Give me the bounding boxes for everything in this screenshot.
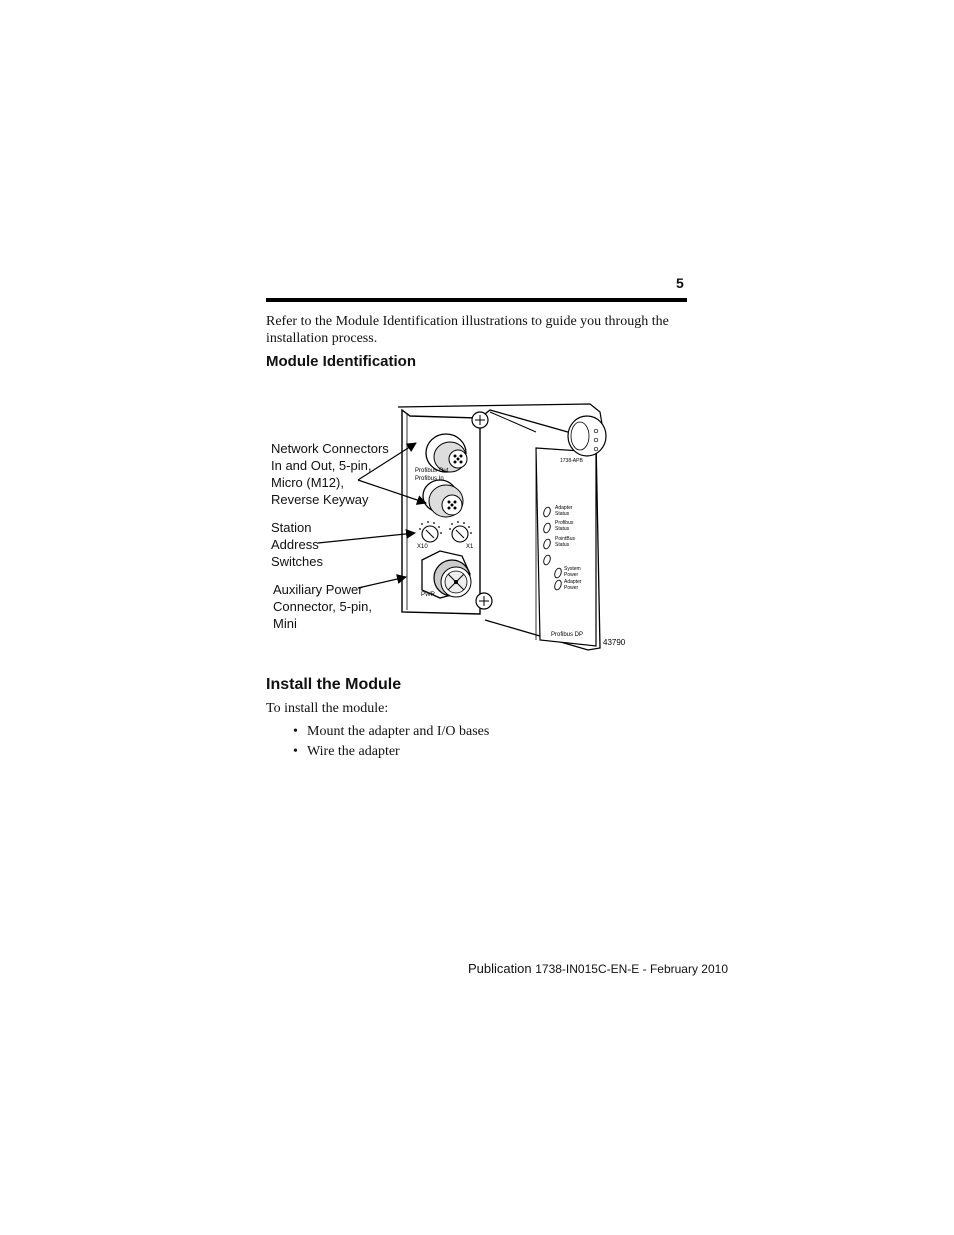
profibus-status-label-2: Status xyxy=(555,526,570,532)
adapter-status-label-1: Adapter xyxy=(555,505,573,511)
install-module-heading: Install the Module xyxy=(266,676,402,693)
figure-number: 43790 xyxy=(603,638,626,647)
adapter-power-label-2: Power xyxy=(564,585,579,591)
profibus-out-connector xyxy=(426,434,467,472)
list-item xyxy=(293,722,489,742)
profibus-status-label-1: Profibus xyxy=(555,520,574,526)
profibus-out-label: Profibus Out xyxy=(415,468,449,474)
system-power-label-2: Power xyxy=(564,572,579,578)
bullet-icon: • xyxy=(293,744,298,759)
footer-label: Publication xyxy=(468,961,532,976)
publication-code: 1738-IN015C-EN-E - February 2010 xyxy=(535,962,728,976)
callout-line: Station xyxy=(271,520,312,535)
profibus-in-label: Profibus In xyxy=(415,476,444,482)
model-label: 1738-APB xyxy=(560,458,583,464)
bottom-screw xyxy=(476,593,492,609)
system-power-label-1: System xyxy=(564,566,581,572)
callout-line: Connector, 5-pin, xyxy=(273,599,373,614)
pointbus-status-label-2: Status xyxy=(555,542,570,548)
pwr-label: PWR xyxy=(421,592,435,598)
x10-label: X10 xyxy=(417,544,428,550)
callout-line: Address xyxy=(271,537,319,552)
module-identification-heading: Module Identification xyxy=(266,353,416,370)
adapter-status-label-2: Status xyxy=(555,511,570,517)
arrow-aux-power xyxy=(358,577,406,588)
list-item xyxy=(293,742,489,762)
footer xyxy=(468,961,728,976)
intro-paragraph: Refer to the Module Identification illustrations to guide you through the installation process. xyxy=(266,314,669,346)
bullet-text: Wire the adapter xyxy=(307,744,400,759)
pointbus-status-label-1: PointBus xyxy=(555,536,576,542)
callout-line: Micro (M12), xyxy=(271,475,344,490)
install-lead: To install the module: xyxy=(266,701,389,716)
bullet-icon: • xyxy=(293,724,298,739)
callout-line: Network Connectors xyxy=(271,441,389,456)
brand-label: Profibus DP xyxy=(551,632,584,638)
callout-line: In and Out, 5-pin, xyxy=(271,458,372,473)
x1-label: X1 xyxy=(466,544,474,550)
adapter-power-label-1: Adapter xyxy=(564,579,582,585)
callout-line: Switches xyxy=(271,554,324,569)
page-number: 5 xyxy=(676,275,684,291)
callout-line: Reverse Keyway xyxy=(271,492,369,507)
callout-line: Mini xyxy=(273,616,297,631)
arrow-station-address xyxy=(318,533,415,543)
callout-line: Auxiliary Power xyxy=(273,582,363,597)
install-bullet-list xyxy=(293,722,489,762)
bullet-text: Mount the adapter and I/O bases xyxy=(307,724,490,739)
top-screw xyxy=(472,412,488,428)
